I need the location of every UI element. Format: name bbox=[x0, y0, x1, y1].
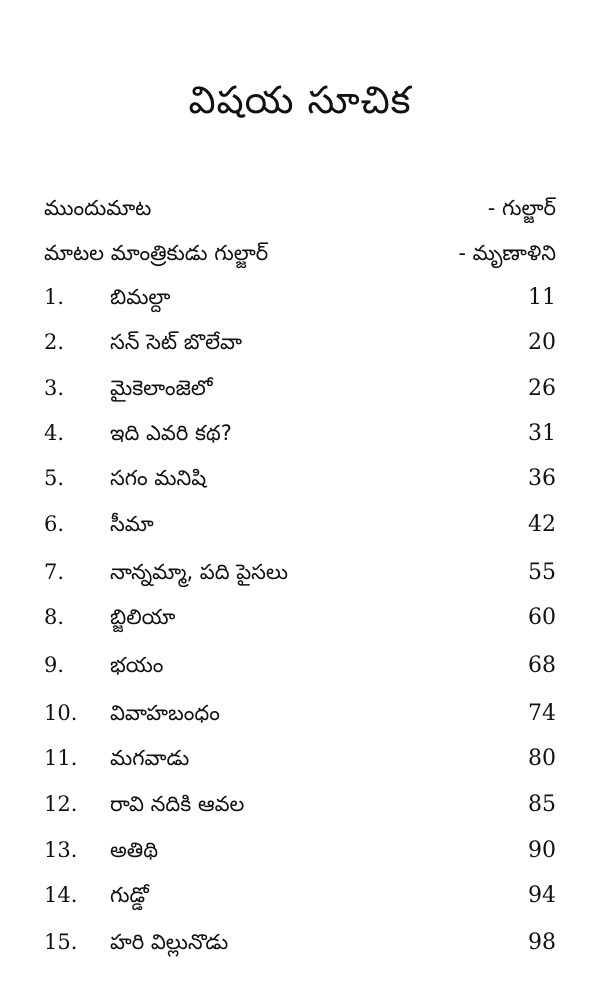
contents-entry bbox=[44, 746, 556, 786]
entry-number: 10. bbox=[44, 701, 78, 725]
entry-title: నాన్నమ్మా, పది పైసలు bbox=[110, 560, 289, 584]
front-matter-row bbox=[44, 241, 556, 281]
entry-page: 98 bbox=[528, 930, 556, 955]
contents-entry bbox=[44, 466, 556, 506]
entry-title: బ్జిలియా bbox=[110, 605, 176, 629]
page-title: విషయ సూచిక bbox=[188, 78, 412, 122]
contents-entry bbox=[44, 653, 556, 693]
entry-page: 94 bbox=[528, 883, 556, 908]
entry-title: గుడ్డో bbox=[110, 883, 149, 907]
contents-entry bbox=[44, 701, 556, 741]
entry-title: సన్ సెట్ బొలేవా bbox=[110, 330, 243, 354]
entry-page: 74 bbox=[528, 701, 556, 726]
entry-title: అతిథి bbox=[110, 838, 159, 862]
entry-number: 4. bbox=[44, 421, 65, 445]
entry-title: బిమల్దా bbox=[110, 285, 171, 309]
entry-title: ఇది ఎవరి కథ? bbox=[110, 421, 232, 445]
entry-number: 7. bbox=[44, 560, 65, 584]
entry-number: 6. bbox=[44, 512, 65, 536]
front-matter-author: - గుల్జార్ bbox=[487, 196, 556, 220]
front-matter-label: మాటల మాంత్రికుడు గుల్జార్ bbox=[44, 241, 269, 265]
contents-entry bbox=[44, 930, 556, 970]
contents-entry bbox=[44, 512, 556, 552]
entry-title: మగవాడు bbox=[110, 746, 190, 770]
entry-number: 11. bbox=[44, 746, 78, 770]
contents-entry bbox=[44, 838, 556, 878]
entry-page: 31 bbox=[528, 421, 556, 446]
entry-number: 8. bbox=[44, 605, 65, 629]
entry-number: 12. bbox=[44, 792, 78, 816]
entry-number: 14. bbox=[44, 883, 78, 907]
entry-number: 9. bbox=[44, 653, 65, 677]
contents-entry bbox=[44, 421, 556, 461]
entry-page: 42 bbox=[528, 512, 556, 537]
entry-page: 90 bbox=[528, 838, 556, 863]
entry-page: 68 bbox=[528, 653, 556, 678]
contents-entry bbox=[44, 883, 556, 923]
front-matter-label: ముందుమాట bbox=[44, 196, 152, 220]
entry-title: సగం మనిషి bbox=[110, 466, 207, 490]
entry-page: 20 bbox=[528, 330, 556, 355]
contents-entry bbox=[44, 560, 556, 600]
entry-number: 5. bbox=[44, 466, 65, 490]
contents-entry bbox=[44, 792, 556, 832]
entry-page: 60 bbox=[528, 605, 556, 630]
contents-entry bbox=[44, 376, 556, 416]
entry-title: భయం bbox=[110, 653, 164, 677]
entry-number: 15. bbox=[44, 930, 78, 954]
entry-number: 2. bbox=[44, 330, 65, 354]
entry-title: వివాహబంధం bbox=[110, 701, 220, 725]
entry-title: హరి విల్లునొడు bbox=[110, 930, 229, 954]
contents-entry bbox=[44, 605, 556, 645]
front-matter-author: - మృణాళిని bbox=[458, 241, 556, 265]
entry-title: సీమా bbox=[110, 512, 154, 536]
entry-page: 36 bbox=[528, 466, 556, 491]
entry-number: 13. bbox=[44, 838, 78, 862]
entry-number: 3. bbox=[44, 376, 65, 400]
contents-entry bbox=[44, 330, 556, 370]
entry-title: రావి నదికి ఆవల bbox=[110, 792, 245, 816]
entry-page: 85 bbox=[528, 792, 556, 817]
contents-entry bbox=[44, 285, 556, 325]
entry-page: 80 bbox=[528, 746, 556, 771]
entry-page: 26 bbox=[528, 376, 556, 401]
entry-title: మైకెలాంజెలో bbox=[110, 376, 213, 400]
front-matter-row bbox=[44, 196, 556, 236]
entry-page: 55 bbox=[528, 560, 556, 585]
entry-number: 1. bbox=[44, 285, 65, 309]
entry-page: 11 bbox=[528, 285, 556, 310]
